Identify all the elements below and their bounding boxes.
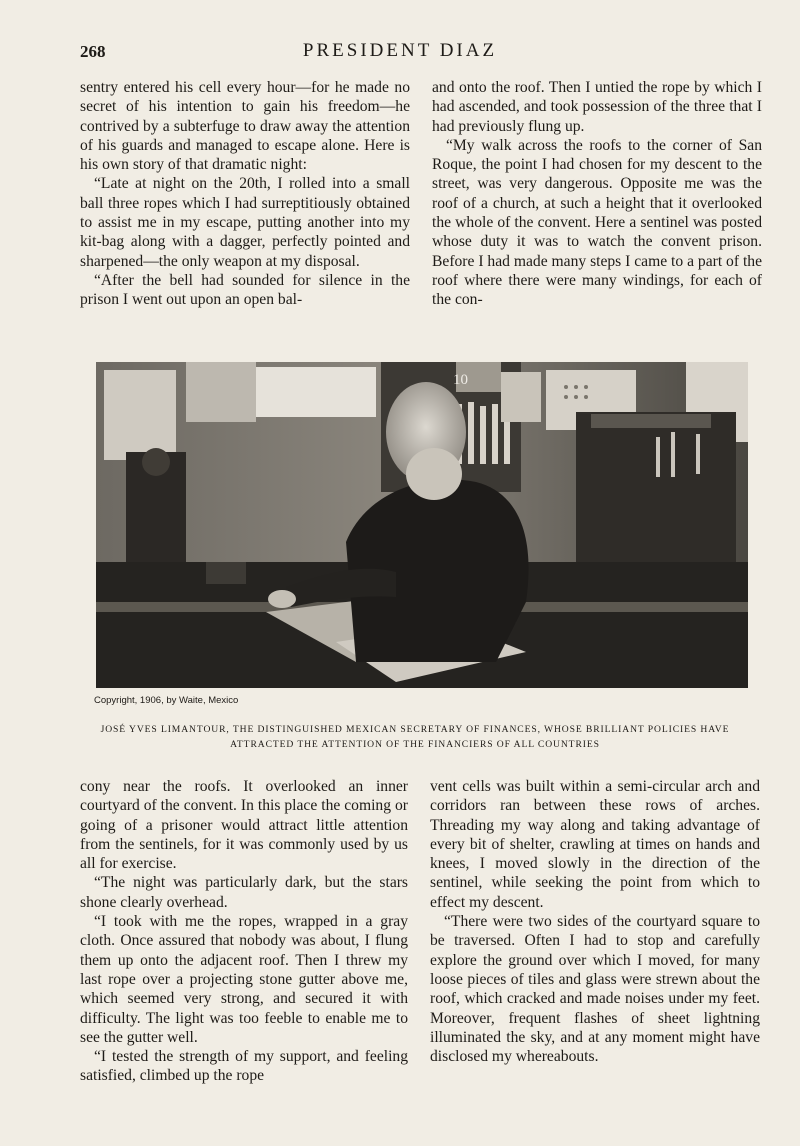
caption-line: ATTRACTED THE ATTENTION OF THE FINANCIERS OF ALL COUNTRIES (230, 739, 600, 750)
page-header (0, 42, 800, 72)
paragraph: “The night was particularly dark, but the stars shone clearly overhead. (80, 874, 408, 911)
paragraph: cony near the roofs. It overlooked an inner courtyard of the convent. In this place the coming or going of a prisoner would attract little attention from the sentinels, for it was commonly used by us all for exercise. (80, 778, 408, 873)
paragraph: “I took with me the ropes, wrapped in a gray cloth. Once assured that nobody was about, I flung them up onto the adjacent roof. Then I threw my last rope over a projecting stone gutter above me, which seemed very strong, and secured it with difficulty. The light was too feeble to enable me to see the gutter well. (80, 913, 408, 1046)
paragraph: and onto the roof. Then I untied the rope by which I had ascended, and took possession of the three that I had previously flung up. (432, 79, 762, 135)
caption-line: JOSÉ YVES LIMANTOUR, THE DISTINGUISHED MEXICAN SECRETARY OF FINANCES, WHOSE BRILLIANT POLICIES HAVE (100, 724, 730, 735)
paragraph: sentry entered his cell every hour—for he made no secret of his intention to gain his freedom—he contrived by a subterfuge to draw away the attention of his guards and managed to escape alone. Here is his own story of that dramatic night: (80, 79, 410, 174)
photo-illustration (96, 362, 748, 688)
photo-copyright: Copyright, 1906, by Waite, Mexico (94, 695, 239, 706)
photo-caption (70, 722, 760, 752)
portrait-photograph (96, 362, 748, 688)
paragraph: vent cells was built within a semi-circular arch and corridors ran between these rows of arches. Threading my way along and taking advantage of every bit of shelter, crawling at times on hands and knees, I moved slowly in the direction of the sentinel, while seeking the point from which to effect my descent. (430, 778, 760, 911)
text-column-top-right (432, 78, 762, 310)
text-column-bottom-right (430, 777, 760, 1066)
text-column-bottom-left (80, 777, 408, 1086)
paragraph: “Late at night on the 20th, I rolled into a small ball three ropes which I had surreptitiously obtained to assist me in my escape, putting another into my kit-bag along with a dagger, perfectly pointed and sharpened—the only weapon at my disposal. (80, 175, 410, 270)
paragraph: “I tested the strength of my support, and feeling satisfied, climbed up the rope (80, 1048, 408, 1085)
paragraph: “There were two sides of the courtyard square to be traversed. Often I had to stop and carefully explore the ground over which I moved, for many loose pieces of tiles and glass were strewn about the roof, which cracked and made noises under my feet. Moreover, frequent flashes of sheet lightning illuminated the sky, and at any moment might have disclosed my whereabouts. (430, 913, 760, 1066)
running-title: PRESIDENT DIAZ (302, 40, 498, 61)
text-column-top-left (80, 78, 410, 310)
page-number: 268 (80, 42, 106, 61)
paragraph: “My walk across the roofs to the corner of San Roque, the point I had chosen for my descent to the street, was very dangerous. Opposite me was the roof of a church, at such a height that it overlooked the whole of the convent. Here a sentinel was posted whose duty it was to watch the convent prison. Before I had made many steps I came to a part of the roof where there were many windings, for each of the con- (432, 136, 762, 309)
paragraph: “After the bell had sounded for silence in the prison I went out upon an open bal- (80, 271, 410, 309)
calendar-number: 10 (453, 372, 468, 388)
